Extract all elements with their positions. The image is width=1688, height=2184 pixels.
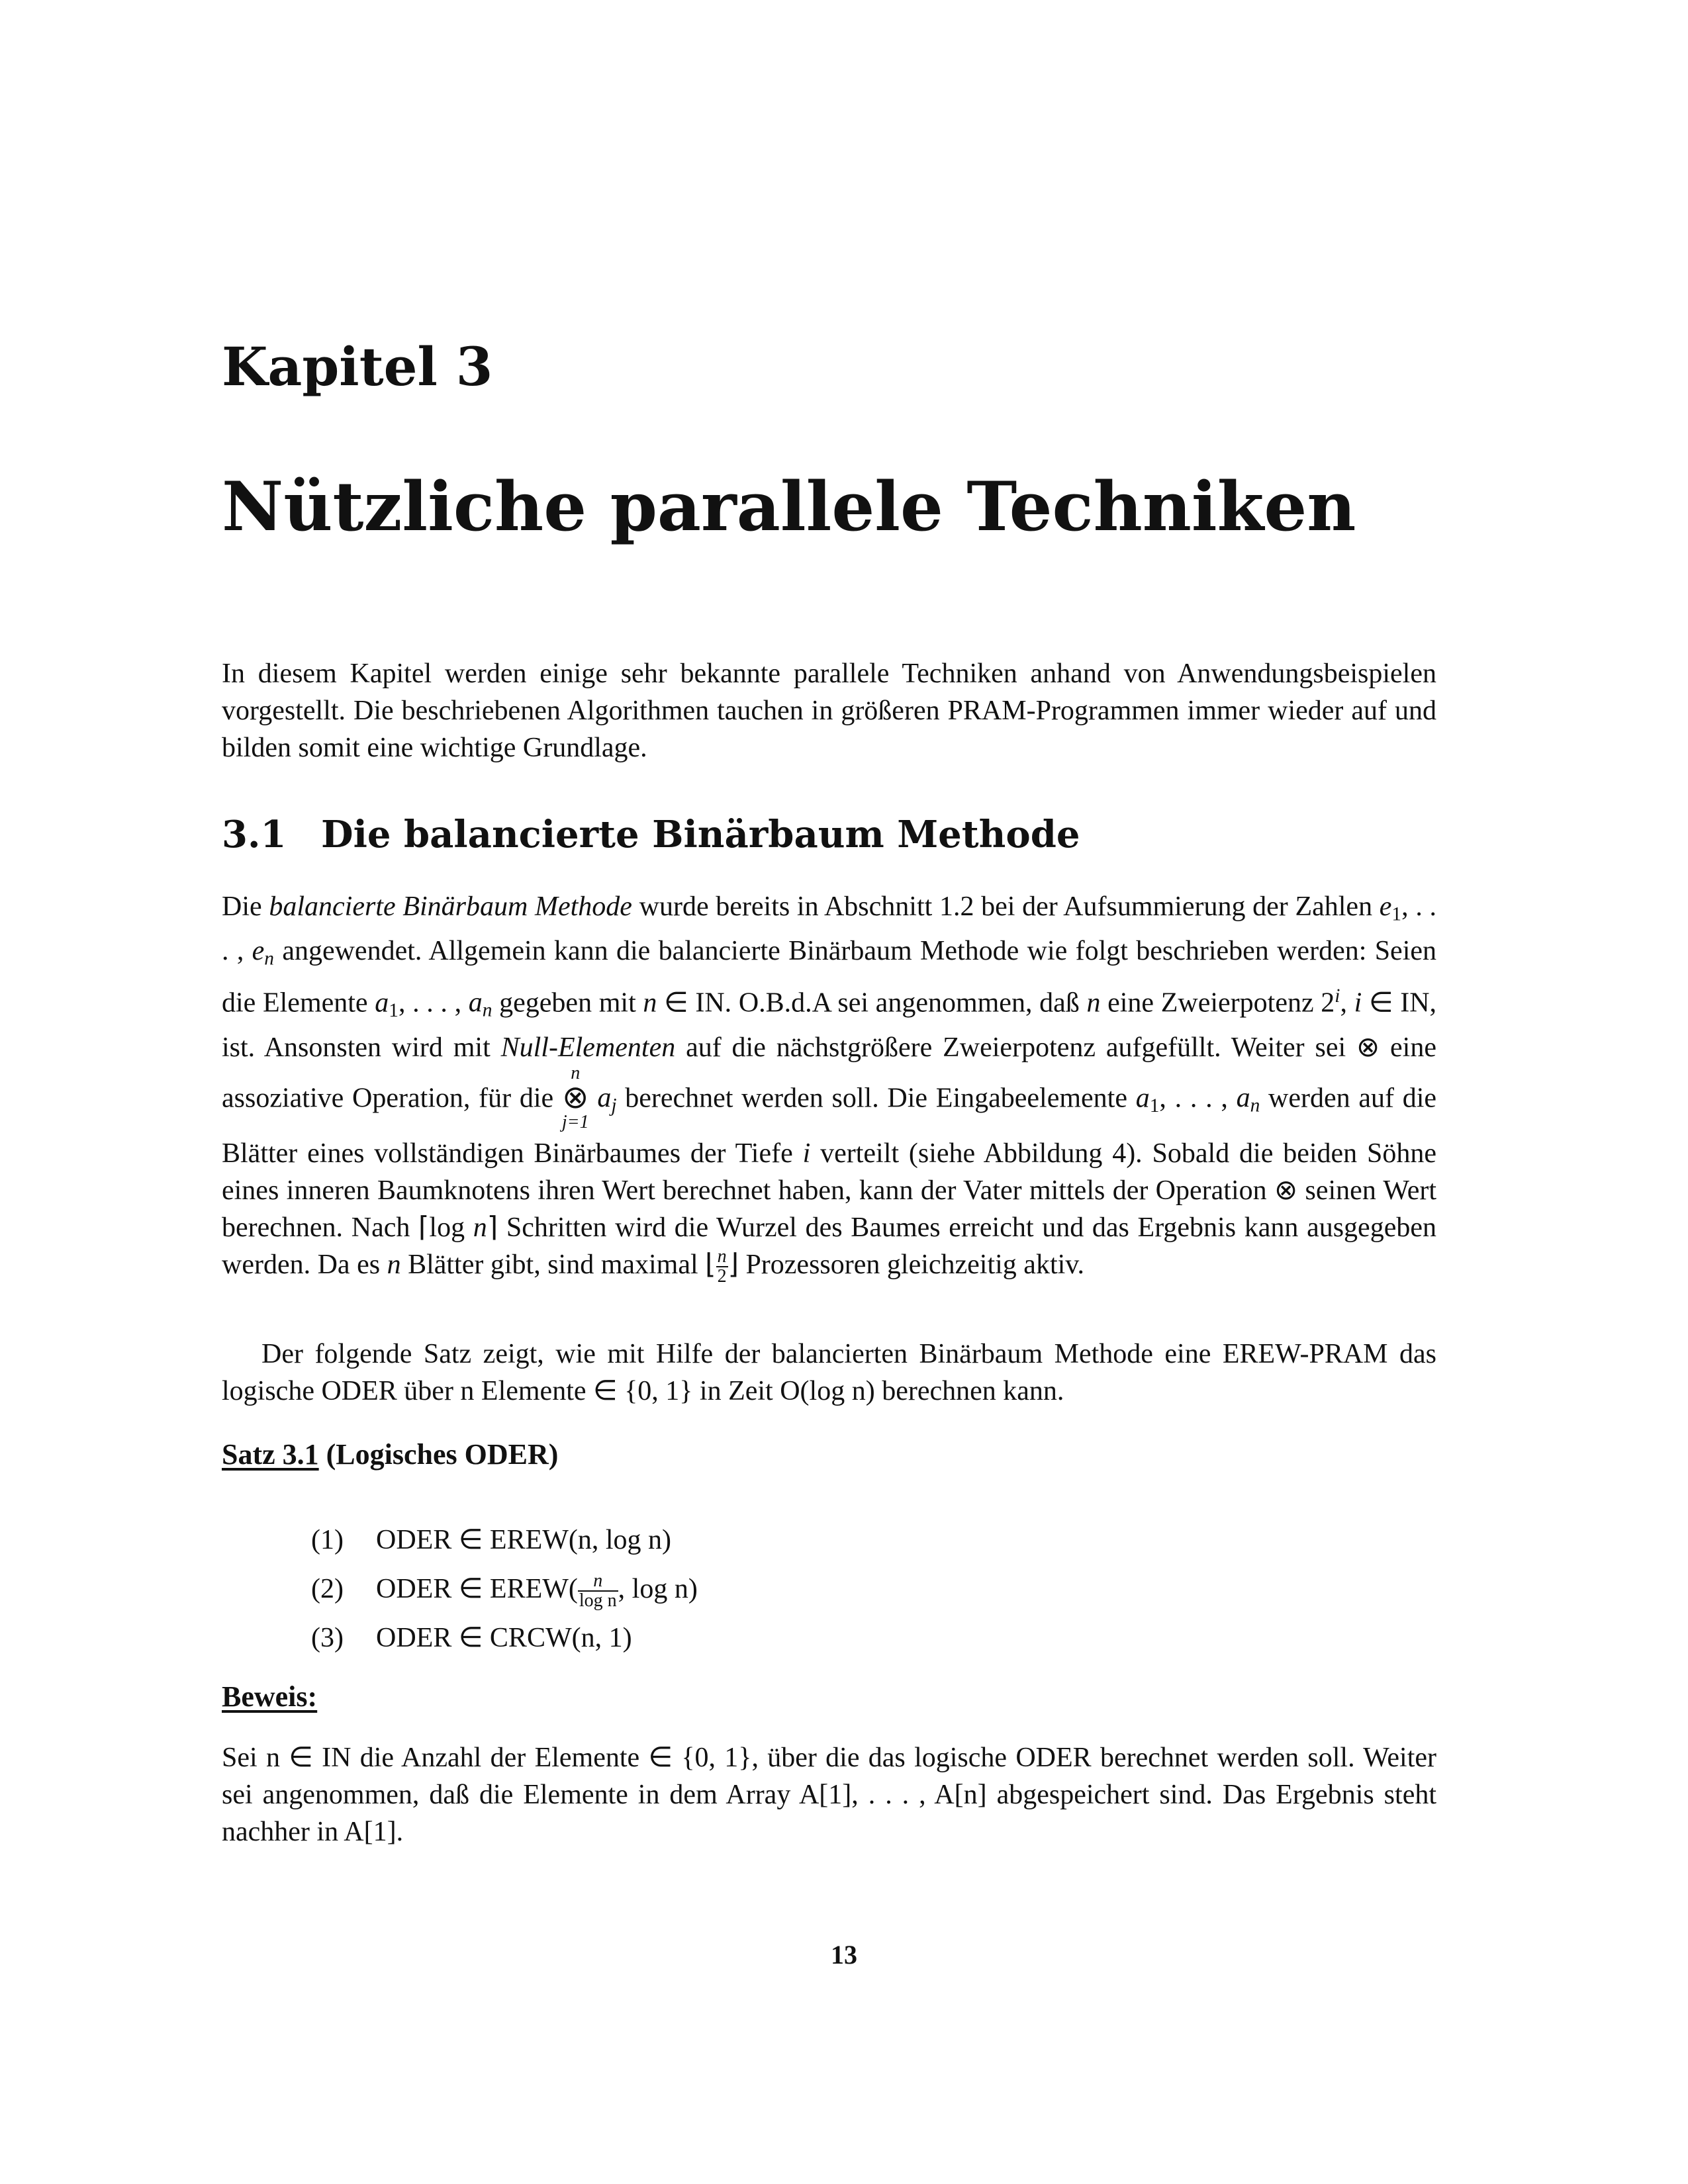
theorem-title: (Logisches ODER) [326, 1438, 559, 1471]
section-heading [222, 813, 1080, 857]
chapter-label: Kapitel 3 [222, 336, 493, 398]
chapter-title: Nützliche parallele Techniken [222, 467, 1356, 547]
paragraph-3-text: Sei n ∈ IN die Anzahl der Elemente ∈ {0, 1}, über die das logische ODER berechnet werden soll. Weiter sei angenommen, daß die Elemente in dem Array A[1], . . . , A[n] abgespeichert sind. Das Ergebnis steht nachher in A[1]. [222, 1743, 1436, 1847]
page-number: 13 [831, 1940, 857, 1970]
equation-list [311, 1516, 698, 1662]
paragraph-2-text: Der folgende Satz zeigt, wie mit Hilfe der balancierten Binärbaum Methode eine EREW-PRAM das logische ODER über n Elemente ∈ {0, 1} in Zeit O(log n) berechnen kann. [222, 1339, 1436, 1406]
proof-heading: Beweis: [222, 1680, 318, 1713]
equation-1: (1) ODER ∈ EREW(n, log n) [311, 1525, 672, 1555]
intro-paragraph [222, 655, 1436, 766]
equation-2: (2) ODER ∈ EREW( $\frac{n}{\text{log n}}$ , log n) [311, 1570, 698, 1612]
theorem-heading [222, 1436, 558, 1473]
big-otimes-operator: n ⊗ j=1 [561, 1062, 589, 1132]
n-over-log-n-fraction: $\frac{n}{\text{log n}}$ [579, 1570, 617, 1612]
paragraph-1-text: Die balancierte Binärbaum Methode wurde bereits in Abschnitt 1.2 bei der Aufsummierung der Zahlen $e_1$, . . . , $e_n$ angewendet. Allgemein kann die balancierte Binärbaum Methode wie folgt beschrieben werden: Seien die Elemente $a_1$, . . . , $a_n$ gegeben mit n ∈ IN. O.B.d.A sei angenommen, daß n eine Zweierpotenz 2$^i$, i ∈ IN, ist. Ansonsten wird mit Null-Elementen auf die nächstgrößere Zweierpotenz aufgefüllt. Weiter sei ⊗ eine assoziative Operation, für die n ⊗ j=1 $a_j$ berechnet werden soll. Die Eingabeelemente $a_1$, . . . , $a_n$ werden auf die Blätter eines vollständigen Binärbaumes der Tiefe i verteilt (siehe Abbildung 4). Sobald die beiden Söhne eines inneren Baumknotens ihren Wert berechnet haben, kann der Vater mittels der Operation ⊗ seinen Wert berechnen. Nach ⌈log n⌉ Schritten wird die Wurzel des Baumes erreicht und das Ergebnis kann ausgegeben werden. Da es n Blätter gibt, sind maximal ⌊ $\frac{n}{2}$ ⌋ Prozessoren gleichzeitig aktiv. [222, 891, 1437, 1287]
n-half-fraction: $\frac{n}{2}$ [717, 1246, 727, 1287]
intro-text: In diesem Kapitel werden einige sehr bekannte parallele Techniken anhand von Anwendungsbeispielen vorgestellt. Die beschriebenen Algorithmen tauchen in größeren PRAM-Programmen immer wieder auf und bilden somit eine wichtige Grundlage. [222, 659, 1436, 763]
equation-3: (3) ODER ∈ CRCW(n, 1) [311, 1623, 632, 1653]
body-paragraph-1 [222, 888, 1436, 1286]
section-title: Die balancierte Binärbaum Methode [321, 813, 1080, 856]
section-number: 3.1 [222, 813, 287, 856]
body-paragraph-3 [222, 1739, 1436, 1850]
body-paragraph-2 [222, 1336, 1436, 1410]
theorem-label: Satz 3.1 [222, 1438, 319, 1471]
